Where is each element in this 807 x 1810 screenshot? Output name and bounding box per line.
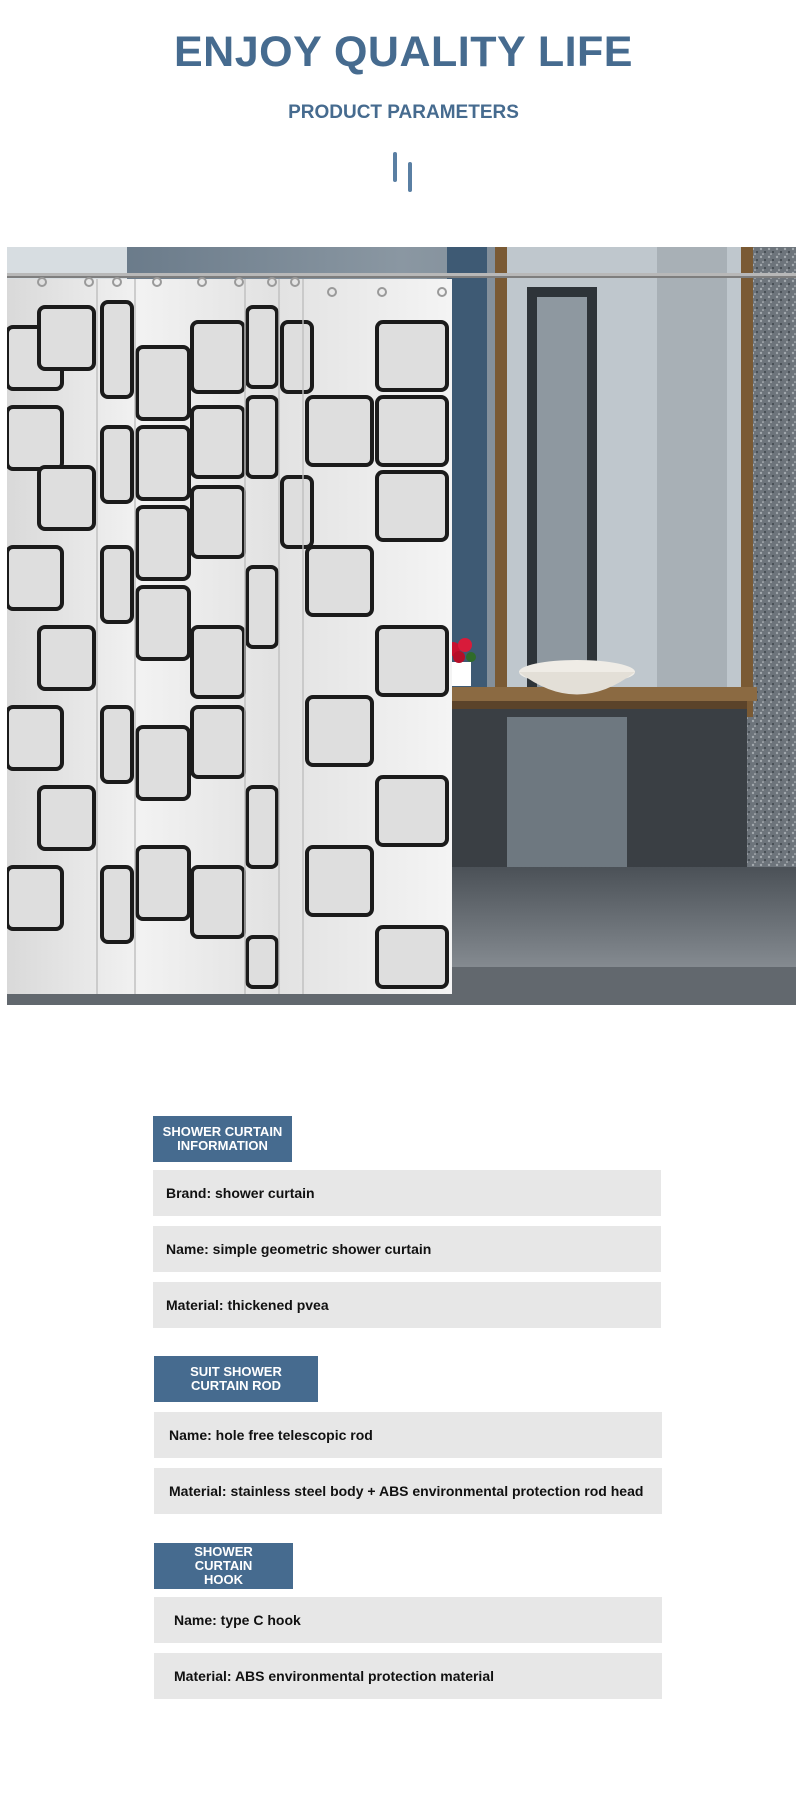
section-header-shower-curtain-hook: SHOWER CURTAIN HOOK: [154, 1543, 293, 1589]
info-row-rod-material: Material: stainless steel body + ABS environmental protection rod head: [154, 1468, 662, 1514]
section-header-suit-shower-curtain-rod: SUIT SHOWER CURTAIN ROD: [154, 1356, 318, 1402]
divider-mark: [391, 152, 415, 192]
page-subtitle: PRODUCT PARAMETERS: [288, 102, 519, 123]
page-title: ENJOY QUALITY LIFE: [174, 28, 633, 76]
info-row-rod-name: Name: hole free telescopic rod: [154, 1412, 662, 1458]
info-row-brand: Brand: shower curtain: [153, 1170, 661, 1216]
info-row-material: Material: thickened pvea: [153, 1282, 661, 1328]
info-row-name: Name: simple geometric shower curtain: [153, 1226, 661, 1272]
section-header-shower-curtain-information: SHOWER CURTAIN INFORMATION: [153, 1116, 292, 1162]
product-photo: [7, 247, 796, 1005]
info-row-hook-material: Material: ABS environmental protection material: [154, 1653, 662, 1699]
info-row-hook-name: Name: type C hook: [154, 1597, 662, 1643]
